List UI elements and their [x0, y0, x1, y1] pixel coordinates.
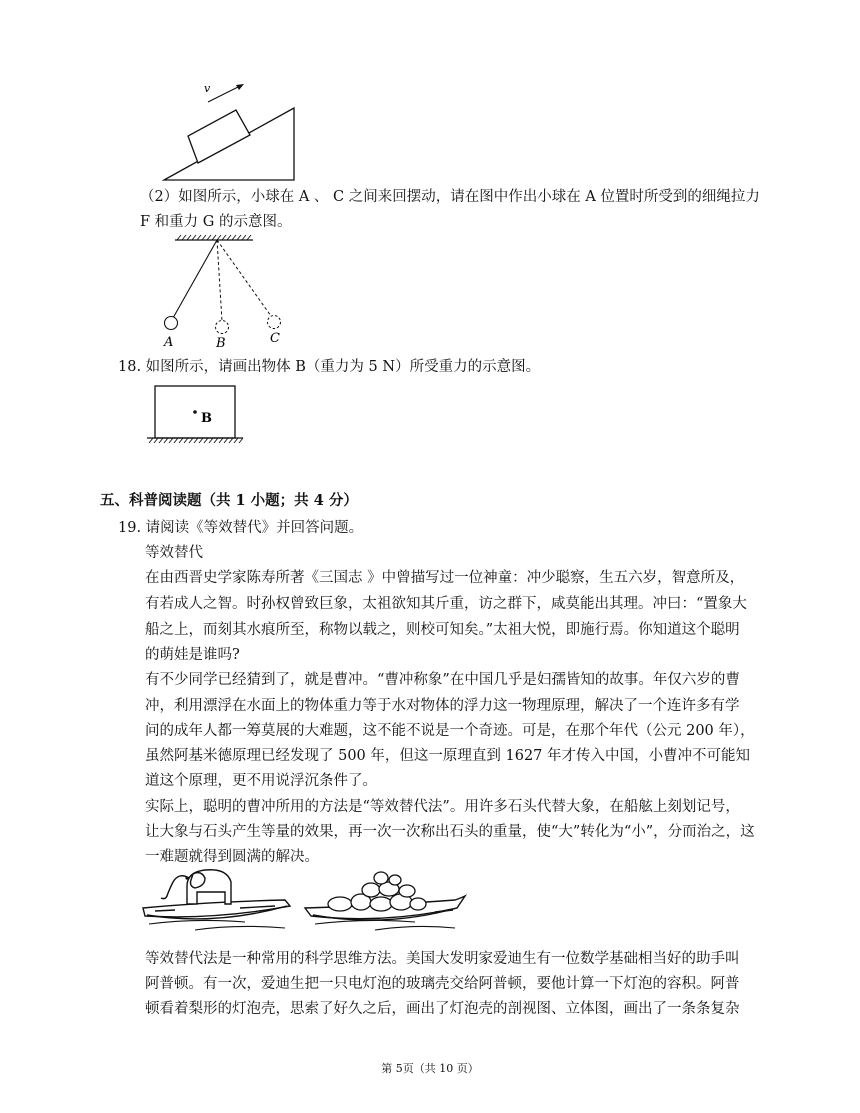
q17-2-line1: （2）如图所示，小球在 A 、 C 之间来回摆动，请在图中作出小球在 A 位置时所受到的细绳拉力: [140, 189, 760, 205]
p1-line: 有若成人之智。时孙权曾致巨象，太祖欲知其斤重，访之群下，咸莫能出其理。冲曰：“置象大: [145, 596, 747, 612]
q18-text: 18. 如图所示，请画出物体 B（重力为 5 N）所受重力的示意图。: [118, 359, 541, 375]
string-c: [217, 240, 271, 316]
velocity-label: v: [204, 82, 211, 95]
ball-b: [216, 321, 229, 334]
elephant-boat: [143, 900, 290, 919]
string-b: [217, 240, 222, 321]
q19-prompt: 19. 请阅读《等效替代》并回答问题。: [118, 520, 364, 536]
section-5-title: 五、科普阅读题（共 1 小题；共 4 分）: [100, 492, 358, 509]
box-figure: [145, 380, 245, 450]
box-label: B: [201, 411, 212, 426]
p2-line: 有不少同学已经猜到了，就是曹冲。“曹冲称象”在中国几乎是妇孺皆知的故事。年仅六岁的曹: [145, 672, 740, 688]
sliding-block: [188, 110, 250, 163]
ball-a: [165, 317, 178, 330]
p2-line: 道这个原理，更不用说浮沉条件了。: [145, 773, 377, 789]
p4-line: 等效替代法是一种常用的科学思维方法。美国大发明家爱迪生有一位数学基础相当好的助手叫: [145, 951, 740, 967]
string-a: [173, 240, 217, 318]
p1-line: 船之上，而刻其水痕所至，称物以载之，则校可知矣。”太祖大悦，即施行焉。你知道这个聪明: [145, 622, 740, 638]
p1-line: 在由西晋史学家陈寿所著《三国志 》中曾描写过一位神童：冲少聪察，生五六岁，智意所及，: [145, 570, 745, 586]
p3-line: 实际上，聪明的曹冲所用的方法是“等效替代法”。用许多石头代替大象，在船舷上刻划记号，: [145, 799, 740, 815]
article-title: 等效替代: [145, 545, 203, 561]
p2-line: 问的成年人都一筹莫展的大难题，这不能不说是一个奇迹。可是，在那个年代（公元 200 年），: [145, 723, 755, 739]
label-c: C: [270, 331, 280, 346]
box-center-dot: [193, 410, 197, 414]
p4-line: 阿普顿。有一次，爱迪生把一只电灯泡的玻璃壳交给阿普顿，要他计算一下灯泡的容积。阿普: [145, 976, 740, 992]
p3-line: 一难题就得到圆满的解决。: [145, 849, 319, 865]
pendulum-figure: [155, 230, 295, 350]
cao-chong-illustration: [135, 858, 470, 940]
label-b: B: [216, 336, 226, 350]
page-footer: 第 5页（共 10 页）: [381, 1062, 479, 1075]
stones: [328, 872, 426, 911]
velocity-arrow: [208, 86, 240, 102]
ceiling-hatching: [177, 235, 251, 240]
ball-c: [268, 316, 281, 329]
p2-line: 虽然阿基米德原理已经发现了 500 年，但这一原理直到 1627 年才传入中国，小曹冲不可能知: [145, 748, 751, 764]
p1-line: 的萌娃是谁吗?: [145, 647, 240, 663]
p4-line: 顿看着梨形的灯泡壳，思索了好久之后，画出了灯泡壳的剖视图、立体图，画出了一条条复杂: [145, 1001, 740, 1017]
elephant: [161, 870, 231, 904]
p2-line: 冲，利用漂浮在水面上的物体重力等于水对物体的浮力这一物理原理，解决了一个连许多有学: [145, 698, 740, 714]
ground-hatching: [149, 438, 243, 443]
q17-2-line2: F 和重力 G 的示意图。: [140, 214, 292, 230]
p3-line: 让大象与石头产生等量的效果，再一次一次称出石头的重量，使“大”转化为“小”，分而治之，这: [145, 824, 755, 840]
label-a: A: [164, 335, 174, 350]
incline-figure: [160, 78, 300, 184]
water-lines: [149, 920, 455, 930]
